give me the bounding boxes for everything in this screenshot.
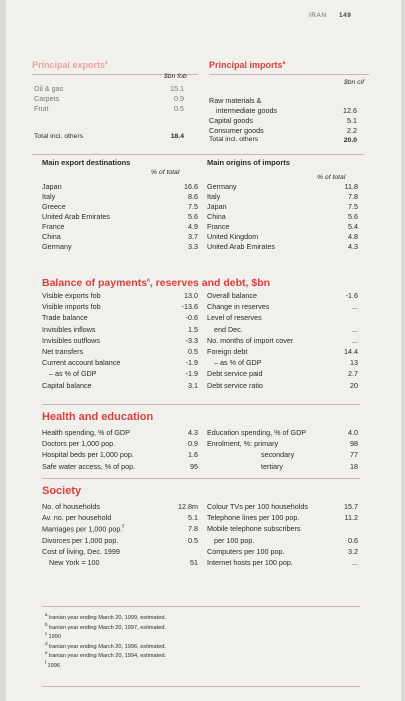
divider (42, 686, 360, 687)
row-value: 4.8 (348, 232, 358, 241)
footnote-text: Iranian year ending March 20, 1996, estimated. (48, 643, 166, 650)
row-label: Doctors per 1,000 pop. (42, 439, 116, 449)
row-value: 13.0 (184, 291, 198, 300)
row-label: Japan (42, 182, 62, 191)
row-value: ... (352, 558, 358, 567)
row-label: Internet hosts per 100 pop. (207, 558, 293, 567)
row-label: Capital goods (209, 116, 253, 125)
row-value: 2.2 (347, 126, 357, 135)
row-value: 12.8m (178, 502, 198, 511)
row-label: Raw materials & (209, 96, 262, 105)
footnote (45, 631, 61, 640)
footnote-text: Iranian year ending March 20, 1997, estimated. (48, 624, 166, 631)
row-label: No. of households (42, 502, 100, 511)
imports-unit: $bn cif (344, 79, 365, 86)
row-value: 7.8 (348, 192, 358, 201)
row-label: Telephone lines per 100 pop. (207, 513, 300, 523)
row-label: Mobile telephone subscribers (207, 524, 301, 534)
divider (209, 74, 369, 75)
row-label: Colour TVs per 100 households (207, 502, 308, 511)
row-label: Current account balance (42, 358, 121, 368)
row-value: ... (352, 302, 358, 312)
row-label: – as % of GDP (49, 369, 97, 379)
exports-total-value: 18.4 (170, 133, 184, 140)
import-orig-unit: % of total (317, 174, 346, 181)
row-value: 11.8 (344, 182, 358, 191)
footnote-mark: f (45, 659, 48, 665)
row-label: China (42, 232, 61, 241)
footnote (45, 641, 166, 650)
row-value: -3.3 (185, 335, 198, 345)
footnote (45, 622, 166, 631)
row-value: 5.1 (347, 116, 357, 125)
exports-total-label: Total incl. others (34, 133, 84, 140)
row-label: Divorces per 1,000 pop. (42, 535, 119, 545)
footnote-mark: c (45, 631, 49, 636)
row-label: Marriages per 1,000 pop.$^f$ (42, 524, 124, 534)
row-value: 3.2 (348, 546, 358, 556)
footnote (45, 660, 60, 669)
row-value: -0.6 (185, 313, 198, 323)
import-orig-title: Main origins of imports (207, 158, 290, 167)
row-value: 95 (190, 461, 198, 471)
row-value: 11.2 (344, 513, 358, 523)
footnote-mark: d (45, 640, 49, 646)
row-label: Visible exports fob (42, 291, 101, 300)
row-value: ... (352, 335, 358, 345)
row-label: Debt service paid (207, 369, 263, 379)
row-label: Overall balance (207, 291, 257, 300)
balance-title: Balance of payments$^a$, reserves and debt, $bn (42, 277, 271, 289)
row-label: Education spending, % of GDP (207, 428, 307, 437)
row-value: 1.5 (188, 324, 198, 334)
row-label: Visible imports fob (42, 302, 101, 312)
row-value: 0.9 (174, 94, 184, 103)
row-value: 7.5 (188, 202, 198, 211)
row-value: 0.5 (188, 535, 198, 545)
row-value: 1.6 (188, 450, 198, 460)
row-value: 5.4 (348, 222, 358, 231)
row-value: -1.9 (185, 358, 198, 368)
row-label: France (42, 222, 65, 231)
row-label: Safe water access, % of pop. (42, 461, 136, 471)
row-value: 15.1 (170, 84, 184, 93)
row-value: -1.6 (345, 291, 358, 300)
row-label: Oil & gas (34, 84, 64, 93)
row-value: 15.7 (344, 502, 358, 511)
row-label: secondary (261, 450, 295, 460)
row-value: -1.9 (185, 369, 198, 379)
row-label: – as % of GDP (214, 358, 262, 368)
row-label: New York = 100 (49, 558, 100, 567)
row-value: 3.7 (188, 232, 198, 241)
row-label: Av. no. per household (42, 513, 112, 523)
divider (42, 606, 360, 607)
row-label: China (207, 212, 226, 221)
footnote-mark: f (122, 524, 124, 531)
row-label: tertiary (261, 461, 283, 471)
imports-total-label: Total incl. others (209, 136, 259, 143)
footnote-text: 1996 (47, 662, 60, 669)
row-label: Invisibles outflows (42, 335, 100, 345)
divider (42, 478, 360, 479)
row-value: 0.9 (188, 439, 198, 449)
row-label: Net transfers (42, 347, 84, 356)
row-label: Hospital beds per 1,000 pop. (42, 450, 134, 460)
row-value: 3.3 (188, 242, 198, 251)
row-label: Level of reserves (207, 313, 262, 323)
exports-unit: $bn fob (164, 73, 187, 80)
row-label: Invisibles inflows (42, 324, 96, 334)
running-header-country: IRAN (309, 12, 327, 19)
row-label: Italy (42, 192, 56, 201)
row-label: Foreign debt (207, 347, 248, 356)
row-label: Computers per 100 pop. (207, 546, 285, 556)
row-value: 4.0 (348, 428, 358, 437)
row-label: Carpets (34, 94, 60, 103)
footnote-text: 1990 (48, 633, 61, 640)
row-value: 0.5 (174, 104, 184, 113)
imports-total-value: 20.0 (343, 137, 357, 144)
row-label: Enrolment, %: primary (207, 439, 279, 449)
row-value: 77 (350, 450, 358, 460)
row-label: Trade balance (42, 313, 88, 323)
footnote-mark: a (45, 612, 49, 617)
row-value: 18 (350, 461, 358, 471)
row-value: 2.7 (348, 369, 358, 379)
row-label: Cost of living, Dec. 1999 (42, 546, 120, 556)
row-value: 14.4 (344, 347, 358, 356)
row-value: -13.6 (181, 302, 198, 312)
row-value: 3.1 (188, 380, 198, 390)
footnote-text: Iranian year ending March 20, 1999, estimated. (48, 614, 166, 621)
row-label: per 100 pop. (214, 535, 255, 545)
row-value: 4.9 (188, 222, 198, 231)
row-value: 7.8 (188, 524, 198, 534)
row-label: No. months of import cover (207, 335, 294, 345)
row-value: 8.6 (188, 192, 198, 201)
row-value: 13 (350, 358, 358, 368)
row-label: end Dec. (214, 324, 243, 334)
row-value: 51 (190, 558, 198, 567)
divider (32, 154, 364, 155)
footnote-mark: b (45, 621, 49, 627)
row-value: 7.5 (348, 202, 358, 211)
book-page (6, 0, 401, 701)
health-title: Health and education (42, 411, 154, 423)
row-label: Fruit (34, 104, 49, 113)
row-label: United Arab Emirates (207, 242, 275, 251)
row-label: Health spending, % of GDP (42, 428, 130, 437)
row-value: 16.6 (184, 182, 198, 191)
row-value: ... (352, 324, 358, 334)
row-value: 0.5 (188, 347, 198, 356)
footnote-text: Iranian year ending March 20, 1994, estimated. (48, 652, 166, 659)
row-label: Japan (207, 202, 227, 211)
row-value: 5.6 (348, 212, 358, 221)
exports-title: Principal exports$^a$ (32, 60, 108, 70)
row-label: France (207, 222, 230, 231)
export-dest-unit: % of total (151, 169, 180, 176)
row-label: Germany (42, 242, 72, 251)
imports-title: Principal imports$^a$ (209, 60, 286, 70)
row-label: United Kingdom (207, 232, 259, 241)
row-label: Consumer goods (209, 126, 264, 135)
row-label: Greece (42, 202, 66, 211)
row-value: 12.6 (343, 106, 357, 115)
row-label: Debt service ratio (207, 380, 263, 390)
row-value: 5.1 (188, 513, 198, 523)
footnote (45, 612, 166, 621)
row-value: 4.3 (188, 428, 198, 437)
row-value: 98 (350, 439, 358, 449)
export-dest-title: Main export destinations (42, 158, 131, 167)
footnote-mark: e (45, 650, 49, 655)
row-value: 0.6 (348, 535, 358, 545)
divider (42, 404, 360, 405)
footnote (45, 650, 166, 659)
row-value: 4.3 (348, 242, 358, 251)
row-label: intermediate goods (216, 106, 278, 115)
row-label: United Arab Emirates (42, 212, 110, 221)
society-title: Society (42, 485, 82, 497)
row-label: Germany (207, 182, 237, 191)
row-label: Italy (207, 192, 221, 201)
row-value: 20 (350, 380, 358, 390)
row-value: 5.6 (188, 212, 198, 221)
page-number: 149 (339, 12, 352, 19)
row-label: Capital balance (42, 380, 92, 390)
row-label: Change in reserves (207, 302, 270, 312)
